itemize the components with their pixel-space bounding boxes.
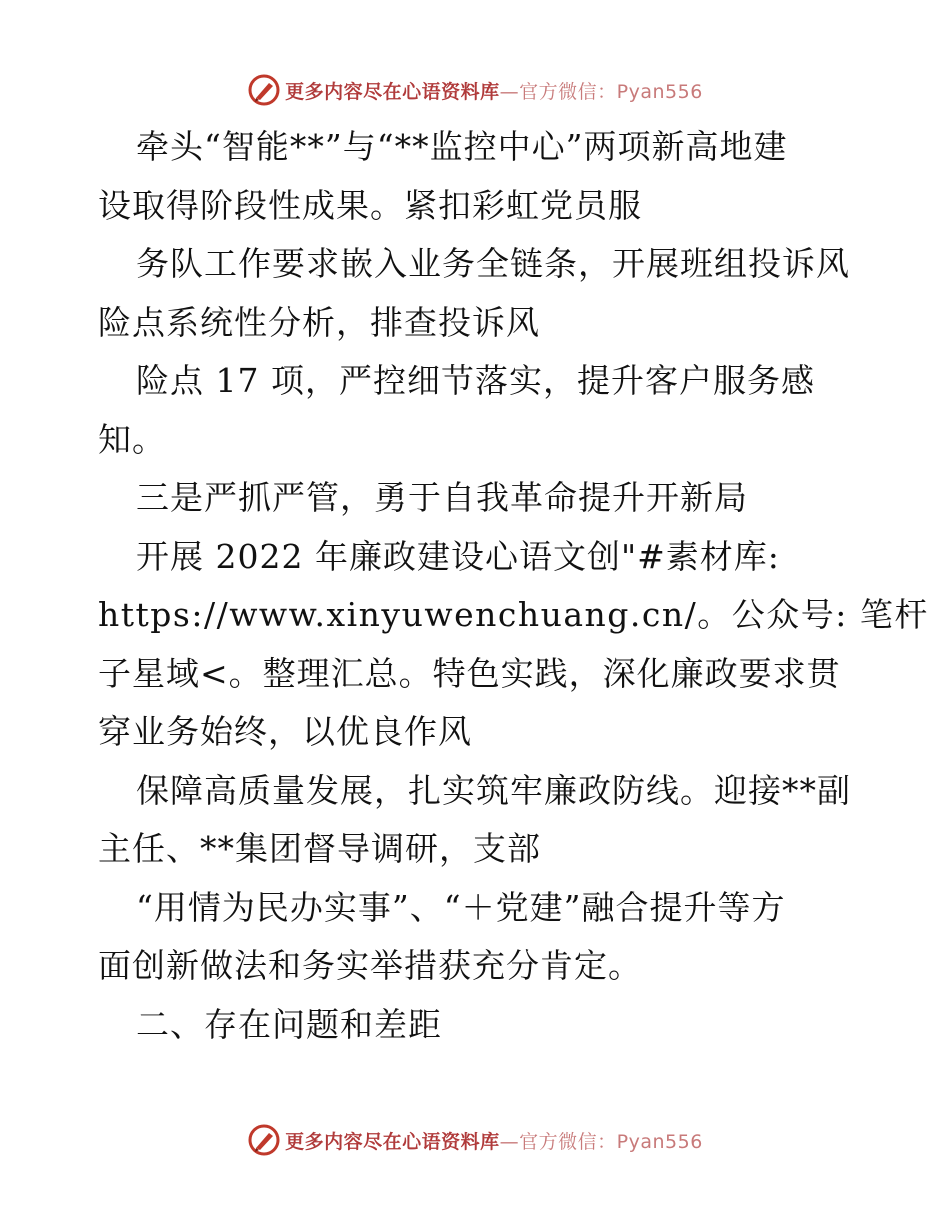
body-line: 险点 17 项，严控细节落实，提升客户服务感 bbox=[136, 361, 815, 400]
pen-circle-logo-icon bbox=[247, 1123, 281, 1157]
body-line: 穿业务始终，以优良作风 bbox=[98, 712, 472, 751]
banner-text bbox=[285, 77, 703, 104]
body-line: 保障高质量发展，扎实筑牢廉政防线。迎接**副 bbox=[136, 770, 851, 810]
body-line: 牵头“智能**”与“**监控中心”两项新高地建 bbox=[136, 127, 788, 166]
banner-separator: — bbox=[499, 1130, 520, 1153]
header-banner bbox=[0, 70, 950, 110]
body-line: 险点系统性分析，排查投诉风 bbox=[98, 302, 540, 342]
banner-wechat-text: 官方微信：Pyan556 bbox=[519, 1130, 703, 1153]
body-line: 务队工作要求嵌入业务全链条，开展班组投诉风 bbox=[136, 244, 850, 283]
section-heading: 三是严抓严管，勇于自我革命提升开新局 bbox=[136, 478, 748, 517]
body-line: 知。 bbox=[98, 419, 166, 459]
pen-circle-logo-icon bbox=[247, 73, 281, 107]
body-line: 主任、**集团督导调研，支部 bbox=[98, 829, 541, 868]
banner-brand-text: 更多内容尽在心语资料库 bbox=[285, 1130, 500, 1153]
body-line: “用情为民办实事”、“＋党建”融合提升等方 bbox=[136, 887, 786, 927]
banner-text bbox=[285, 1127, 703, 1154]
footer-banner bbox=[0, 1120, 950, 1160]
body-line: 设取得阶段性成果。紧扣彩虹党员服 bbox=[98, 185, 642, 225]
document-body bbox=[98, 118, 929, 1054]
banner-brand-text: 更多内容尽在心语资料库 bbox=[285, 80, 500, 103]
banner-separator: — bbox=[499, 80, 520, 103]
banner-wechat-text: 官方微信：Pyan556 bbox=[519, 80, 703, 103]
body-line: 开展 2022 年廉政建设心语文创"#素材库: bbox=[136, 536, 780, 576]
section-heading: 二、存在问题和差距 bbox=[136, 1004, 442, 1044]
body-line-url: https://www.xinyuwenchuang.cn/。公众号: 笔杆 bbox=[98, 595, 929, 634]
body-line: 面创新做法和务实举措获充分肯定。 bbox=[98, 946, 642, 985]
body-line: 子星域<。整理汇总。特色实践，深化廉政要求贯 bbox=[98, 653, 841, 693]
